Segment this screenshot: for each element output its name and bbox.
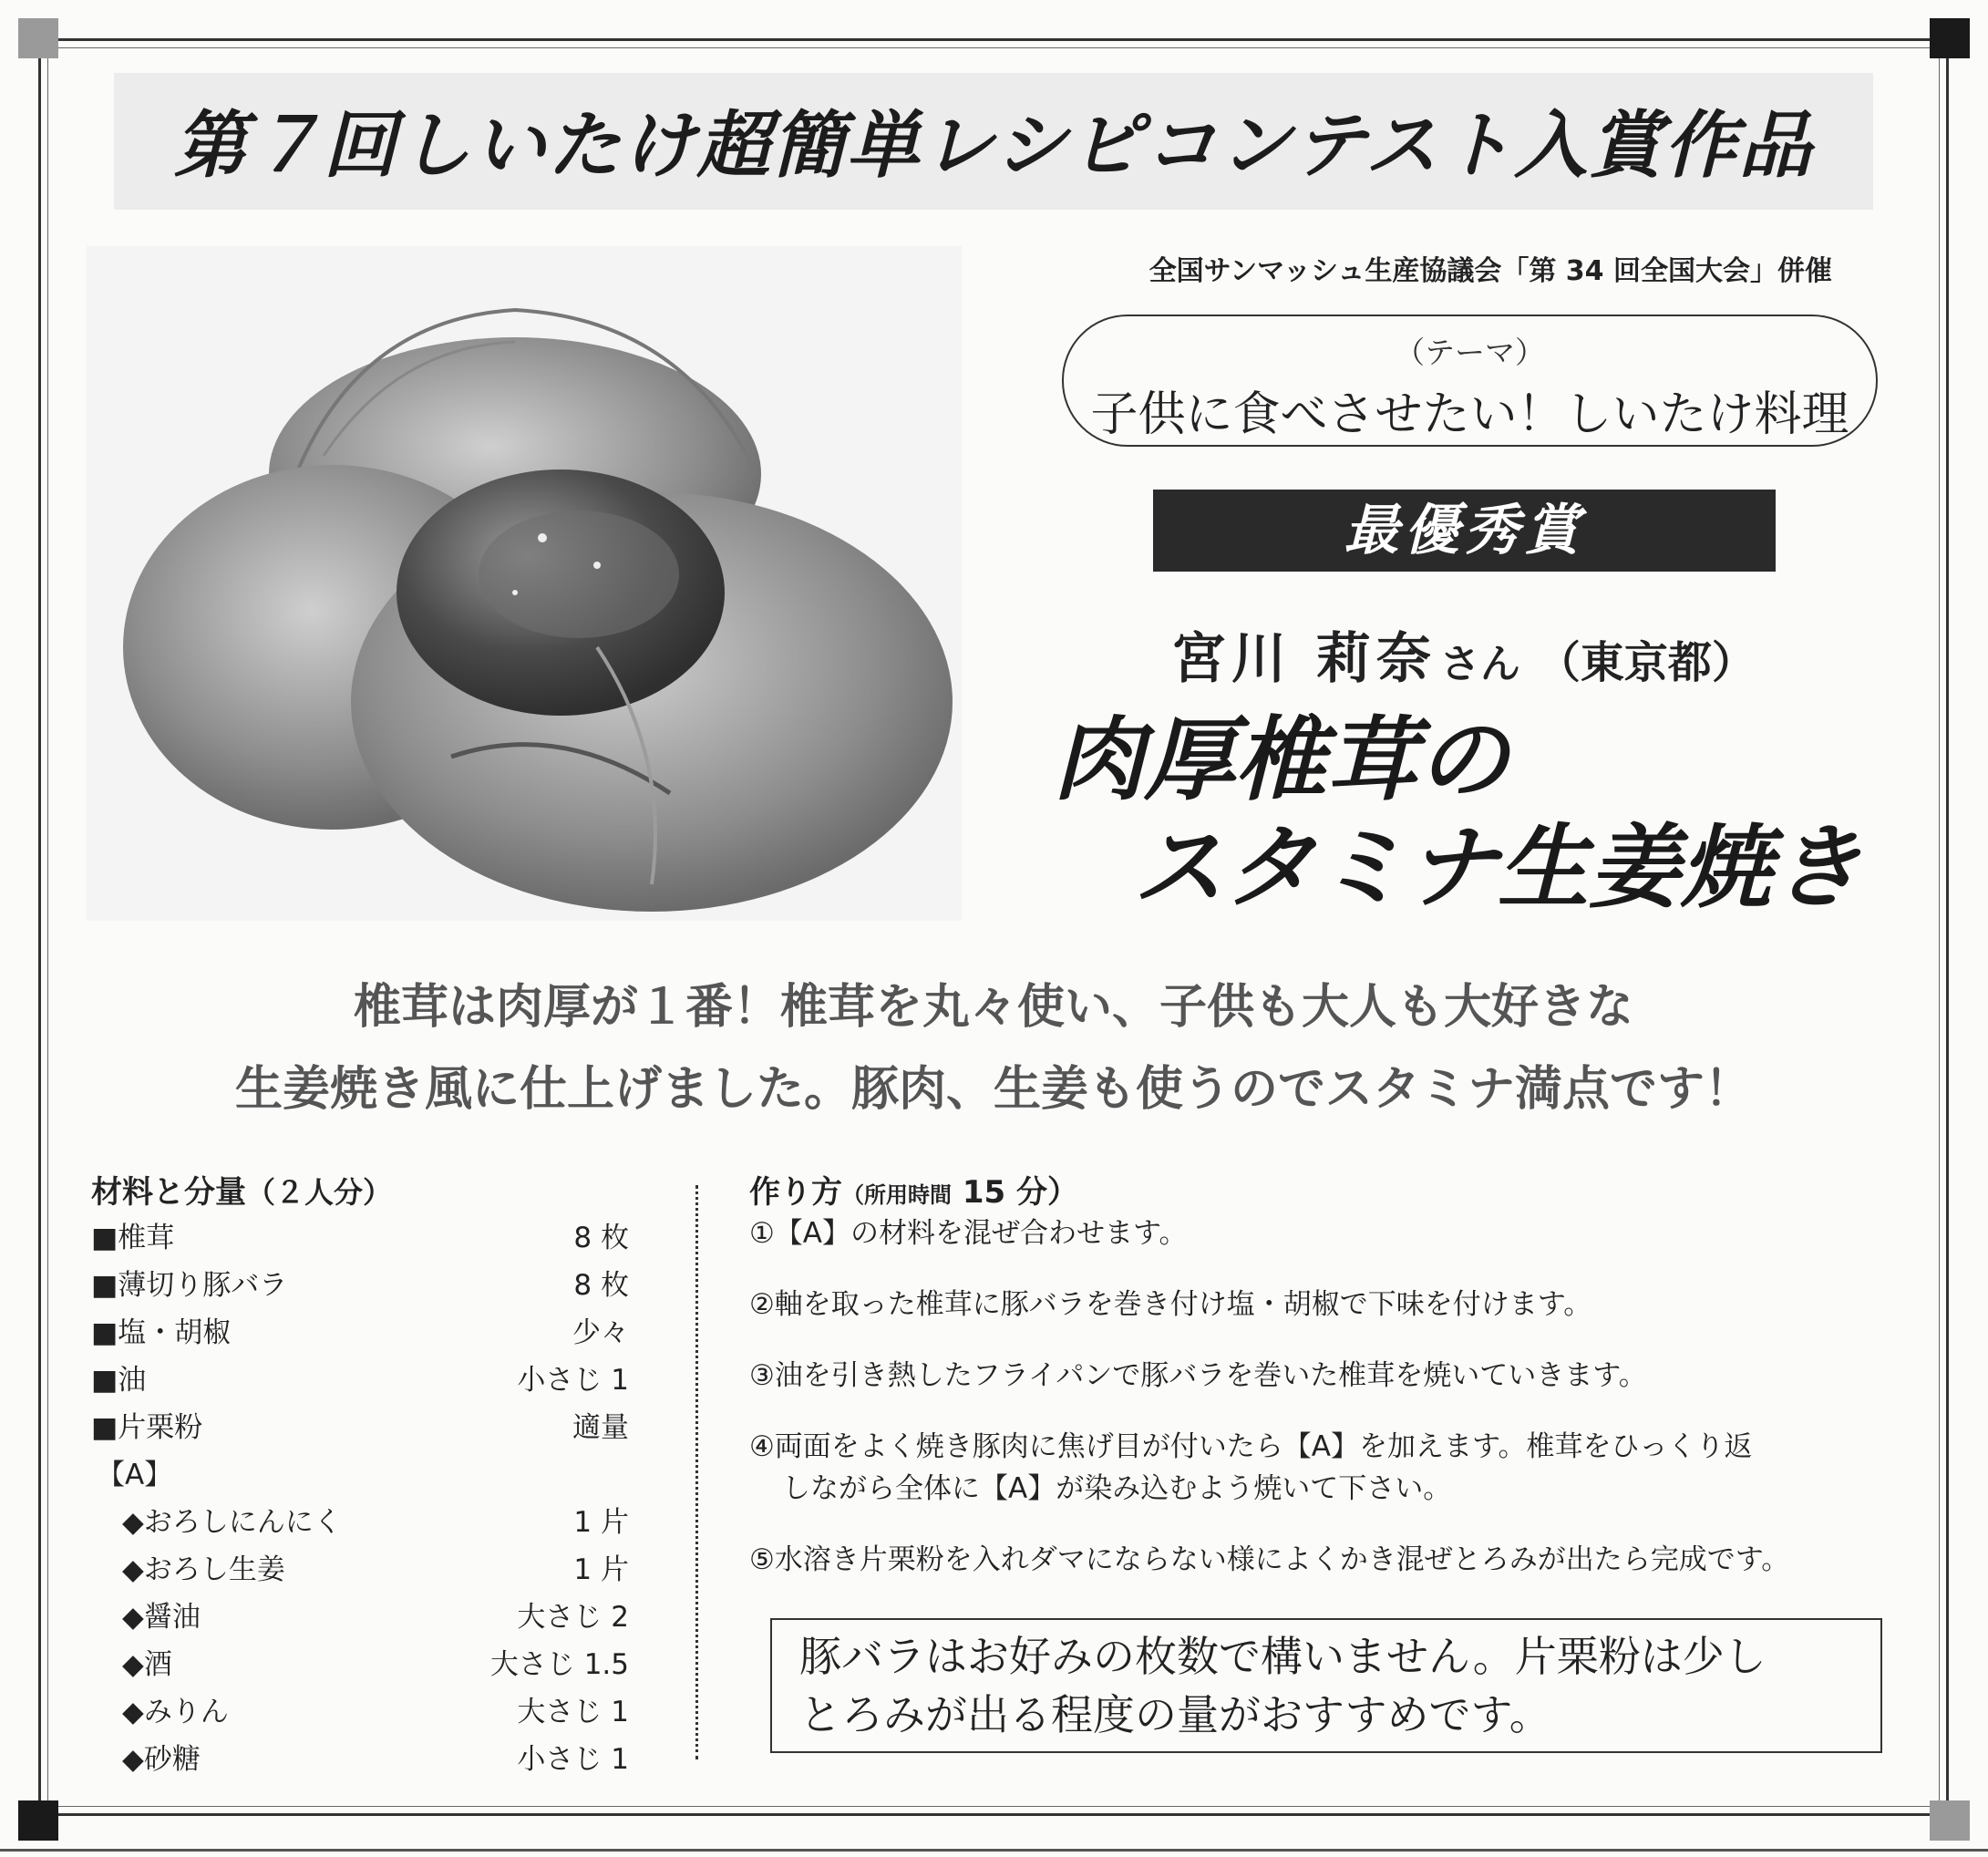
method-heading-text: 作り方 [749, 1174, 842, 1211]
ingredient-amount: 適量 [572, 1411, 629, 1444]
ingredient-amount: 小さじ 1 [517, 1743, 629, 1776]
method-time-prefix: （所用時間 [842, 1182, 952, 1208]
description-line-2: 生姜焼き風に仕上げました。豚肉、生姜も使うのでスタミナ満点です！ [234, 1062, 1752, 1117]
method-heading [749, 1167, 1078, 1212]
dish-title-line-2: スタミナ生姜焼き [1133, 814, 1862, 921]
ingredient-name: ◆みりん [122, 1696, 229, 1728]
ingredient-amount: 大さじ 1 [517, 1696, 629, 1728]
ingredient-amount: 大さじ 2 [517, 1601, 629, 1634]
winner-prefecture: （東京都） [1536, 637, 1756, 688]
method-step-line: ④両面をよく焼き豚肉に焦げ目が付いたら【A】を加えます。椎茸をひっくり返 [749, 1430, 1753, 1463]
description [82, 966, 1905, 1130]
sponsor-line: 全国サンマッシュ生産協議会「第 34 回全国大会」併催 [1149, 255, 1832, 287]
ingredient-name: ◆おろしにんにく [122, 1506, 342, 1539]
column-divider [695, 1185, 698, 1759]
ingredient-name: ■薄切り豚バラ [91, 1269, 288, 1302]
ingredient-name: ■塩・胡椒 [91, 1316, 232, 1349]
ingredient-item [91, 1214, 629, 1262]
ingredient-item [91, 1309, 629, 1357]
dish-photo-image [87, 246, 962, 921]
ingredient-amount: 1 片 [573, 1553, 629, 1586]
dish-title [1053, 707, 1910, 922]
theme-box [1062, 315, 1878, 447]
ingredient-amount: 小さじ 1 [517, 1364, 629, 1397]
corner-mark-top-right [1930, 18, 1970, 58]
method-step-continuation: しながら全体に【A】が染み込むよう焼いて下さい。 [782, 1472, 1452, 1505]
method-step [749, 1426, 1934, 1510]
ingredient-name: ◆酒 [122, 1648, 172, 1681]
ingredient-group-label [91, 1451, 629, 1499]
ingredients-servings: （２人分） [246, 1175, 393, 1210]
winner-honorific: さん [1439, 641, 1520, 687]
ingredient-name: ■片栗粉 [91, 1411, 203, 1444]
corner-mark-bottom-right [1930, 1800, 1970, 1841]
tip-line-2: とろみが出る程度の量がおすすめです。 [799, 1690, 1551, 1739]
ingredient-name: ■椎茸 [91, 1222, 175, 1254]
dish-title-line-1: 肉厚椎茸の [1053, 707, 1509, 813]
winner-line [1171, 615, 1828, 694]
dish-photo [87, 246, 962, 921]
ingredient-amount: 8 枚 [573, 1222, 629, 1254]
ingredient-amount: 大さじ 1.5 [489, 1648, 629, 1681]
bottom-rule [0, 1849, 1988, 1852]
ingredient-item [91, 1499, 629, 1546]
method-steps [749, 1212, 1934, 1610]
theme-text: 子供に食べさせたい！しいたけ料理 [1090, 387, 1849, 442]
tip-line-1: 豚バラはお好みの枚数で構いません。片栗粉は少し [799, 1632, 1767, 1681]
method-step: ①【A】の材料を混ぜ合わせます。 [749, 1217, 1188, 1250]
ingredient-item [91, 1594, 629, 1641]
ingredient-item [91, 1404, 629, 1451]
ingredient-name: ■油 [91, 1364, 147, 1397]
tip-box [770, 1618, 1882, 1753]
ingredient-amount: 少々 [572, 1316, 629, 1349]
method-time-value: 15 分） [962, 1174, 1078, 1211]
winner-name: 宮川 莉奈 [1171, 627, 1437, 691]
corner-mark-bottom-left [18, 1800, 58, 1841]
award-label: 最優秀賞 [1153, 490, 1776, 572]
ingredient-item [91, 1688, 629, 1736]
ingredient-name: ◆砂糖 [122, 1743, 201, 1776]
ingredient-amount: 8 枚 [573, 1269, 629, 1302]
ingredient-item [91, 1262, 629, 1309]
ingredient-item [91, 1357, 629, 1404]
ingredient-name: ◆醤油 [122, 1601, 201, 1634]
method-step: ③油を引き熱したフライパンで豚バラを巻いた椎茸を焼いていきます。 [749, 1359, 1647, 1392]
corner-mark-top-left [18, 18, 58, 58]
ingredients-heading-text: 材料と分量 [91, 1174, 246, 1211]
description-line-1: 椎茸は肉厚が１番！椎茸を丸々使い、子供も大人も大好きな [353, 980, 1633, 1035]
ingredients-list [91, 1214, 629, 1783]
ingredient-item [91, 1736, 629, 1783]
ingredient-amount: 1 片 [573, 1506, 629, 1539]
ingredient-group-name: 【A】 [97, 1459, 173, 1491]
ingredient-item [91, 1641, 629, 1688]
contest-title: 第７回しいたけ超簡単レシピコンテスト入賞作品 [173, 103, 1814, 188]
ingredient-item [91, 1546, 629, 1594]
theme-label: （テーマ） [1395, 335, 1545, 370]
method-step: ⑤水溶き片栗粉を入れダマにならない様によくかき混ぜとろみが出たら完成です。 [749, 1543, 1790, 1576]
ingredient-name: ◆おろし生姜 [122, 1553, 285, 1586]
ingredients-heading [91, 1167, 392, 1212]
method-step: ②軸を取った椎茸に豚バラを巻き付け塩・胡椒で下味を付けます。 [749, 1288, 1592, 1321]
